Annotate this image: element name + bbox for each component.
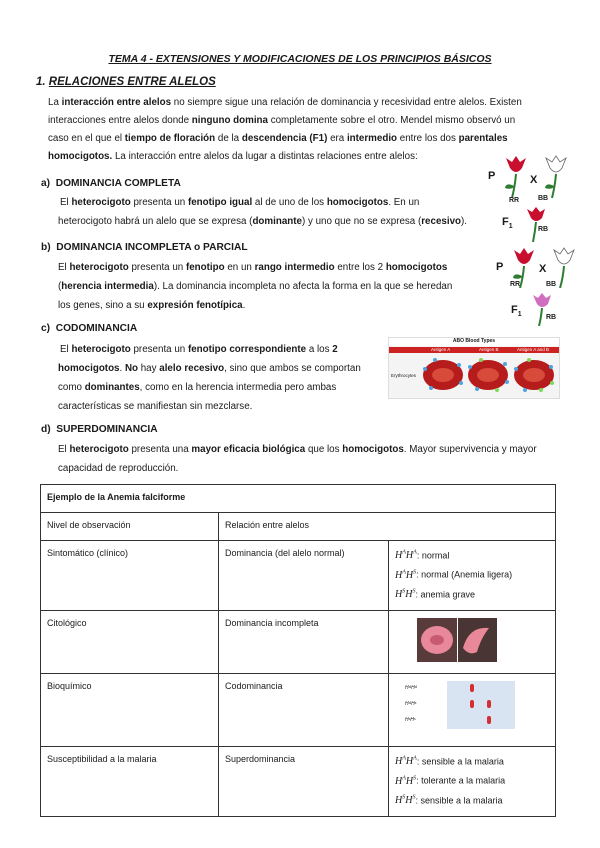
f1-label: $F_1$ bbox=[502, 216, 513, 231]
col-label: Antigen A and B bbox=[517, 347, 550, 352]
anemia-table bbox=[40, 484, 556, 817]
table-caption: Ejemplo de la Anemia falciforme bbox=[41, 485, 556, 513]
f1-label: $F_1$ bbox=[511, 304, 522, 319]
genotype-rr: RR bbox=[510, 281, 521, 288]
table-row bbox=[41, 541, 556, 611]
table-cell: Codominancia bbox=[219, 673, 389, 746]
parental-label: P bbox=[496, 261, 504, 273]
genotype-rb: RB bbox=[546, 314, 557, 321]
genotype-cell: $H^AH^A$: normal $H^AH^S$: normal (Anemia ligera) $H^SH^S$: anemia grave bbox=[389, 541, 556, 611]
blood-types-figure bbox=[388, 337, 560, 399]
text-superdominancia: El heterocigoto presenta una mayor eficacia biológica que los homocigotos. Mayor supervivencia y mayor capacidad de reproducción. bbox=[58, 444, 537, 474]
column-header: Relación entre alelos bbox=[219, 513, 556, 541]
intro-paragraph: La interacción entre alelos no siempre sigue una relación de dominancia y recesividad entre alelos. Existen interacciones entre alelos donde ninguno domina completamente sobre el otro. Mendel mismo observó un caso en el que el tiempo de floración de la descendencia (F1) era intermedio entre los dos parentales homocigotos. La interacción entre alelos da lugar a distintas relaciones entre alelos: bbox=[48, 97, 522, 162]
cross-figure-complete bbox=[480, 152, 580, 242]
heading-dominancia-incompleta: b) DOMINANCIA INCOMPLETA o PARCIAL bbox=[41, 242, 248, 253]
genotype-cell: $H^AH^A$: sensible a la malaria $H^AH^S$: tolerante a la malaria $H^SH^S$: sensible a la malaria bbox=[389, 746, 556, 816]
erythrocytes-icon bbox=[421, 355, 557, 395]
text-dominancia-incompleta: El heterocigoto presenta un fenotipo en un rango intermedio entre los 2 homocigotos (herencia intermedia). La dominancia incompleta no afecta la forma en la que se heredan los genes, sino a su expresión fenotípica. bbox=[58, 262, 453, 311]
section-heading: 1. RELACIONES ENTRE ALELOS bbox=[36, 76, 216, 88]
image-cell bbox=[389, 673, 556, 746]
table-row bbox=[41, 746, 556, 816]
genotype-rr: RR bbox=[509, 197, 520, 204]
table-cell: Dominancia incompleta bbox=[219, 610, 389, 673]
genotype-bb: BB bbox=[546, 281, 557, 288]
cross-symbol: X bbox=[539, 263, 547, 275]
white-flower-icon bbox=[542, 154, 570, 198]
row-label: Erythrocytes bbox=[391, 373, 417, 378]
table-cell: Dominancia (del alelo normal) bbox=[219, 541, 389, 611]
table-row bbox=[41, 673, 556, 746]
column-header: Nivel de observación bbox=[41, 513, 219, 541]
col-label: Antigen A bbox=[431, 347, 451, 352]
table-cell: Sintomático (clínico) bbox=[41, 541, 219, 611]
parental-label: P bbox=[488, 170, 496, 182]
cross-symbol: X bbox=[530, 174, 538, 186]
heading-superdominancia: d) SUPERDOMINANCIA bbox=[41, 424, 158, 435]
col-label: Antigen B bbox=[479, 347, 499, 352]
table-cell: Bioquímico bbox=[41, 673, 219, 746]
cross-figure-incomplete bbox=[490, 244, 590, 334]
red-flower-icon bbox=[524, 206, 548, 242]
red-cell-micrograph-icon bbox=[417, 618, 497, 662]
heading-dominancia-completa: a) DOMINANCIA COMPLETA bbox=[41, 178, 181, 189]
genotype-bb: BB bbox=[538, 195, 549, 202]
table-cell: Citológico bbox=[41, 610, 219, 673]
page-title: TEMA 4 - EXTENSIONES Y MODIFICACIONES DE LOS PRINCIPIOS BÁSICOS bbox=[108, 53, 492, 65]
electrophoresis-gel: HᴬHᴬ HᴬHˢ HˢHˢ bbox=[405, 681, 515, 733]
text-codominancia: El heterocigoto presenta un fenotipo correspondiente a los 2 homocigotos. No hay alelo recesivo, sino que ambos se comportan como dominantes, como en la herencia intermedia pero ambas características se manifiestan sin mezclarse. bbox=[58, 344, 361, 412]
genotype-rb: RB bbox=[538, 226, 549, 233]
heading-codominancia: c) CODOMINANCIA bbox=[41, 323, 138, 334]
text-dominancia-completa: El heterocigoto presenta un fenotipo igual al de uno de los homocigotos. En un heterocigoto habrá un alelo que se expresa (dominante) y uno que no se expresa (recesivo). bbox=[58, 197, 467, 227]
table-cell: Susceptibilidad a la malaria bbox=[41, 746, 219, 816]
table-cell: Superdominancia bbox=[219, 746, 389, 816]
red-flower-icon bbox=[502, 154, 530, 198]
image-cell bbox=[389, 610, 556, 673]
table-row bbox=[41, 610, 556, 673]
figure-title: ABO Blood Types bbox=[389, 338, 559, 346]
